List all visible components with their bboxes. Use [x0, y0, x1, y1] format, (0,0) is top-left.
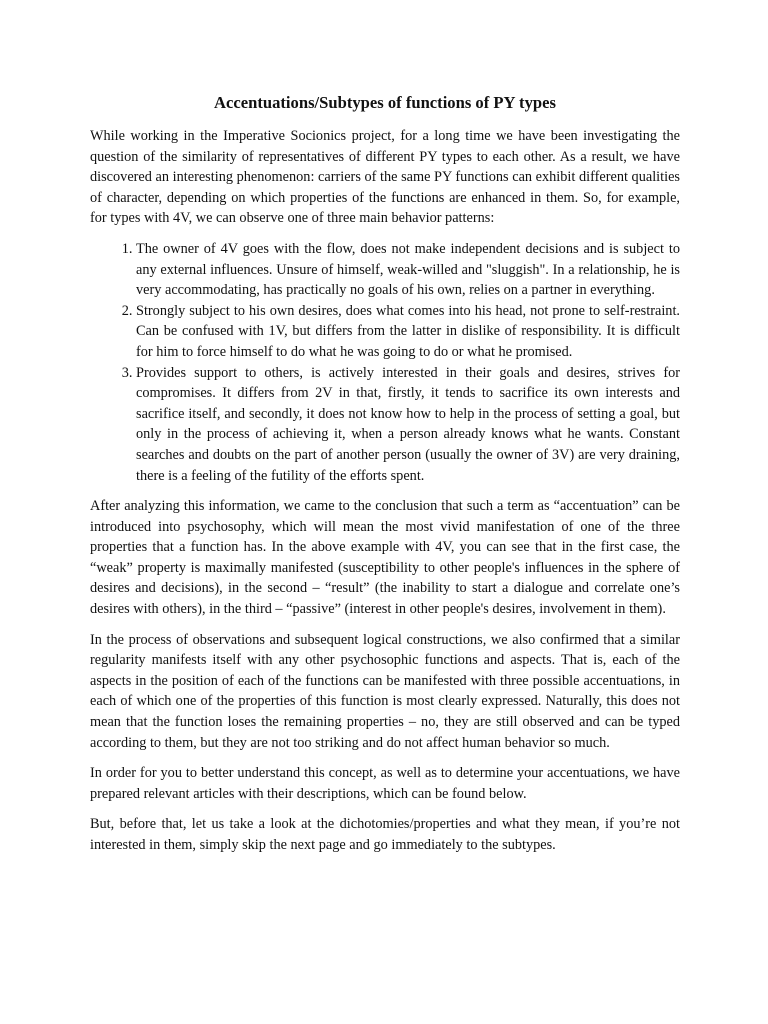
observations-paragraph: In the process of observations and subsequent logical constructions, we also confirmed that a similar regularity manifests itself with any other psychosophic functions and aspects. That is, each of the aspects in the position of each of the functions can be manifested with three possible accentuations, in each of which one of the properties of this function is most clearly expressed. Naturally, this does not mean that the function loses the remaining properties – no, they are still observed and can be typed according to them, but they are not too striking and do not affect human behavior so much.	[90, 631, 680, 751]
articles-paragraph: In order for you to better understand this concept, as well as to determine your accentuations, we have prepared relevant articles with their descriptions, which can be found below.	[90, 765, 680, 802]
dichotomies-paragraph: But, before that, let us take a look at the dichotomies/properties and what they mean, if you’re not interested in them, simply skip the next page and go immediately to the subtypes.	[90, 816, 680, 853]
list-item: 1. The owner of 4V goes with the flow, does not make independent decisions and is subject to any external influences. Unsure of himself, weak-willed and "sluggish". In a relationship, he is very accommodating, has practically no goals of his own, relies on a partner in everything.	[136, 239, 680, 301]
list-item: 2. Strongly subject to his own desires, does what comes into his head, not prone to self-restraint. Can be confused with 1V, but differs from the latter in dislike of responsibility. It is difficult for him to force himself to do what he was going to do or what he promised.	[136, 301, 680, 363]
document-title: Accentuations/Subtypes of functions of PY types	[214, 93, 556, 112]
list-item: 3. Provides support to others, is actively interested in their goals and desires, strives for compromises. It differs from 2V in that, firstly, it tends to sacrifice its own interests and sacrifice itself, and secondly, it does not know how to help in the process of setting a goal, but only in the process of achieving it, when a person already knows what he wants. Constant searches and doubts on the part of another person (usually the owner of 3V) are very draining, there is a feeling of the futility of the efforts spent.	[136, 363, 680, 487]
accentuation-paragraph: After analyzing this information, we came to the conclusion that such a term as “accentuation” can be introduced into psychosophy, which will mean the most vivid manifestation of one of the three properties that a function has. In the above example with 4V, you can see that in the first case, the “weak” property is maximally manifested (susceptibility to other people's influences in the sphere of desires and decisions), in the second – “result” (the inability to start a dialogue and correlate one’s desires with others), in the third – “passive” (interest in other people's desires, involvement in them).	[90, 498, 680, 618]
behavior-patterns-list	[90, 239, 680, 486]
intro-paragraph: While working in the Imperative Socionics project, for a long time we have been investigating the question of the similarity of representatives of different PY types to each other. As a result, we have discovered an interesting phenomenon: carriers of the same PY functions can exhibit different qualities of character, depending on which properties of the functions are enhanced in them. So, for example, for types with 4V, we can observe one of three main behavior patterns:	[90, 128, 680, 227]
